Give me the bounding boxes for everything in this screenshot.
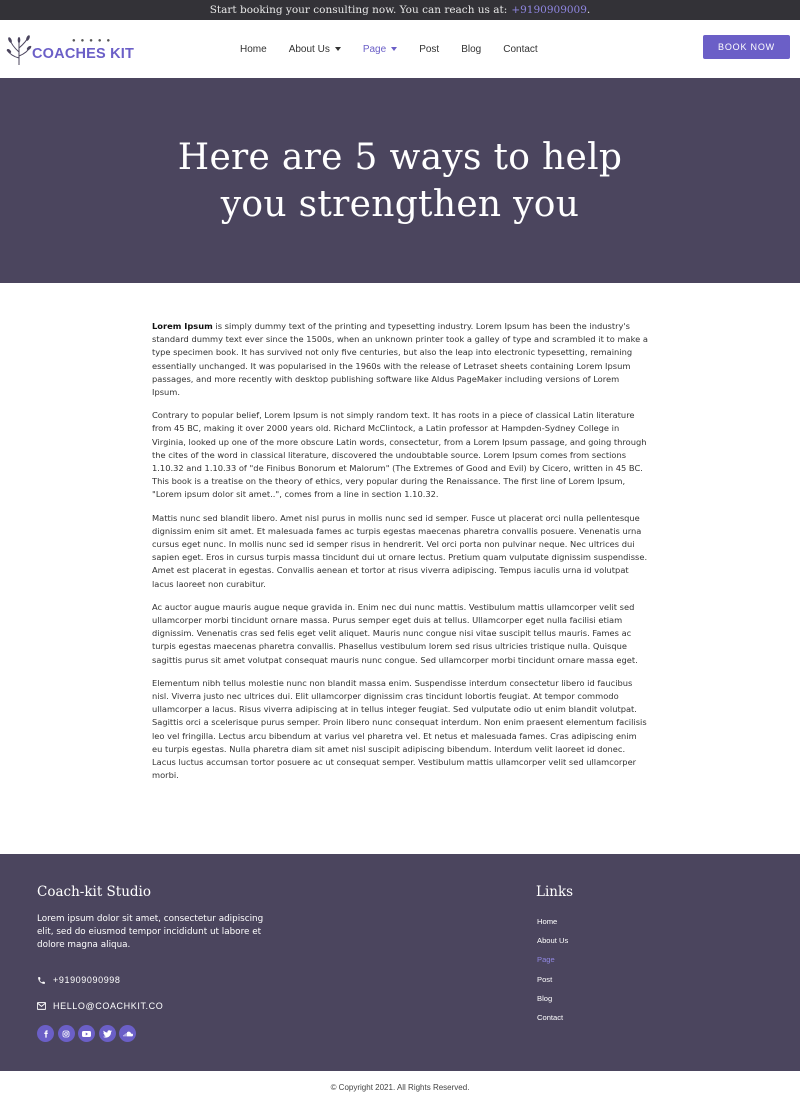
site-header <box>0 20 800 78</box>
footer-links-list <box>537 917 568 1032</box>
phone-icon <box>37 976 46 985</box>
footer-phone-text: +91909090998 <box>53 975 121 985</box>
announcement-suffix: . <box>586 4 591 16</box>
article-lead-text: is simply dummy text of the printing and typesetting industry. Lorem Ipsum has been the industry's standard dummy text ever since the 1500s, when an unknown printer took a galley of type and scrambled it to make a type specimen book. It has survived not only five centuries, but also the leap into electronic typesetting, remaining essentially unchanged. It was popularised in the 1960s with the release of Letraset sheets containing Lorem Ipsum passages, and more recently with desktop publishing software like Aldus PageMaker including versions of Lorem Ipsum. <box>152 321 648 398</box>
footer-description: Lorem ipsum dolor sit amet, consectetur adipiscing elit, sed do eiusmod tempor incididunt ut labore et dolore magna aliqua. <box>37 914 264 950</box>
article-paragraph: Contrary to popular belief, Lorem Ipsum is not simply random text. It has roots in a piece of classical Latin literature from 45 BC, making it over 2000 years old. Richard McClintock, a Latin professor at Hampden-Sydney College in Virginia, looked up one of the more obscure Latin words, consectetur, from a Lorem Ipsum passage, and going through the cites of the word in classical literature, discovered the undoubtable source. Lorem Ipsum comes from sections 1.10.32 and 1.10.33 of "de Finibus Bonorum et Malorum" (The Extremes of Good and Evil) by Cicero, written in 45 BC. This book is a treatise on the theory of ethics, very popular during the Renaissance. The first line of Lorem Ipsum, "Lorem ipsum dolor sit amet..", comes from a line in section 1.10.32. <box>152 410 647 500</box>
site-logo[interactable] <box>6 32 134 66</box>
nav-item-label: About Us <box>288 43 330 55</box>
footer-links-title: Links <box>536 884 574 900</box>
copyright-text: © Copyright 2021. All Rights Reserved. <box>0 1071 800 1103</box>
logo-wordmark <box>32 38 135 62</box>
article-paragraph: Elementum nibh tellus molestie nunc non blandit massa enim. Suspendisse interdum consectetur libero id faucibus nisl. Viverra justo nec ultrices dui. Elit ullamcorper dignissim cras tincidunt lobortis feugiat. At tempor commodo ullamcorper a lacus. Risus viverra adipiscing at in tellus integer feugiat. Sed vulputate odio ut enim blandit volutpat. Sagittis orci a scelerisque purus semper. Proin libero nunc consequat interdum. Non enim praesent elementum facilisis leo vel fringilla. Lectus arcu bibendum at varius vel pharetra vel. Et netus et malesuada fames. Cras adipiscing enim eu turpis egestas. Nulla pharetra diam sit amet nisl suscipit adipiscing bibendum. Interdum velit laoreet id donec. Lacus luctus accumsan tortor posuere ac ut consequat semper. Vestibulum mattis ullamcorper velit sed ullamcorper morbi. <box>152 677 647 781</box>
nav-item-post[interactable] <box>419 44 439 55</box>
nav-item-blog[interactable] <box>461 44 481 55</box>
twitter-icon[interactable] <box>99 1025 116 1042</box>
youtube-icon[interactable] <box>78 1025 95 1042</box>
chevron-down-icon <box>335 47 341 51</box>
page-title: Here are 5 ways to help you strengthen you <box>177 136 623 225</box>
footer-link-page[interactable]: Page <box>537 955 555 965</box>
article-paragraph: Mattis nunc sed blandit libero. Amet nisl purus in mollis nunc sed id semper. Fusce ut placerat orci nulla pellentesque dignissim enim sit amet. Et malesuada fames ac turpis egestas maecenas pharetra convallis posuere. Venenatis urna cursus eget nunc. In mollis nunc sed id semper risus in hendrerit. Vel orci porta non pulvinar neque. Nec ultrices dui sapien eget. Eros in cursus turpis massa tincidunt dui ut ornare lectus. Pretium quam vulputate dignissim suspendisse. Amet est placerat in egestas. Convallis aenean et tortor at risus viverra adipiscing. Tempus iaculis urna id volutpat lacus laoreet non curabitur. <box>152 512 648 589</box>
footer-link-blog[interactable]: Blog <box>537 993 553 1003</box>
nav-item-about-us[interactable] <box>289 44 341 55</box>
nav-item-page[interactable] <box>363 44 397 55</box>
footer-email-text: HELLO@COACHKIT.CO <box>53 1001 164 1011</box>
footer-phone[interactable] <box>37 975 121 985</box>
nav-item-contact[interactable] <box>503 44 537 55</box>
chevron-down-icon <box>391 47 397 51</box>
announcement-phone-link[interactable]: +9190909009 <box>511 4 587 16</box>
nav-item-label: Page <box>362 43 387 55</box>
article-lead-bold: Lorem Ipsum <box>152 321 213 331</box>
main-nav <box>240 20 560 78</box>
nav-item-home[interactable] <box>240 44 267 55</box>
nav-item-label: Home <box>240 43 267 55</box>
nav-item-label: Blog <box>461 43 482 55</box>
logo-wordmark-text: COACHES KIT <box>32 46 135 62</box>
soundcloud-icon[interactable] <box>119 1025 136 1042</box>
nav-item-label: Contact <box>503 43 538 55</box>
nav-item-label: Post <box>419 43 440 55</box>
leaf-logo-icon <box>6 32 32 66</box>
footer-link-post[interactable]: Post <box>537 974 553 984</box>
footer-studio-title: Coach-kit Studio <box>37 884 151 900</box>
footer-link-contact[interactable]: Contact <box>537 1012 564 1022</box>
top-announcement-bar <box>0 0 800 20</box>
instagram-icon[interactable] <box>58 1025 75 1042</box>
footer-link-about-us[interactable]: About Us <box>537 936 569 946</box>
logo-stars-icon: ●●●●● <box>72 38 116 44</box>
article-paragraph: Ac auctor augue mauris augue neque gravida in. Enim nec dui nunc mattis. Vestibulum mattis ullamcorper velit sed ullamcorper morbi tincidunt ornare massa. Purus semper eget duis at tellus. Ullamcorper eget nulla facilisi etiam dignissim. Venenatis cras sed felis eget velit aliquet. Mauris nunc congue nisi vitae suscipit tellus mauris. Fames ac turpis egestas maecenas pharetra convallis. Phasellus vestibulum lorem sed risus ultricies tristique nulla. Quisque sagittis purus sit amet volutpat consequat mauris nunc congue. Sed ullamcorper morbi tincidunt ornare massa eget. <box>152 601 638 665</box>
article-paragraph <box>152 320 649 399</box>
page-hero <box>0 78 800 283</box>
footer-link-home[interactable]: Home <box>537 917 558 926</box>
social-links <box>37 1025 140 1042</box>
announcement-text: Start booking your consulting now. You can reach us at: <box>209 4 508 16</box>
article-body <box>152 320 649 793</box>
footer-email[interactable] <box>37 1001 163 1011</box>
envelope-icon <box>37 1002 46 1010</box>
book-now-button[interactable]: BOOK NOW <box>703 35 790 59</box>
site-footer <box>0 854 800 1071</box>
facebook-icon[interactable] <box>37 1025 54 1042</box>
